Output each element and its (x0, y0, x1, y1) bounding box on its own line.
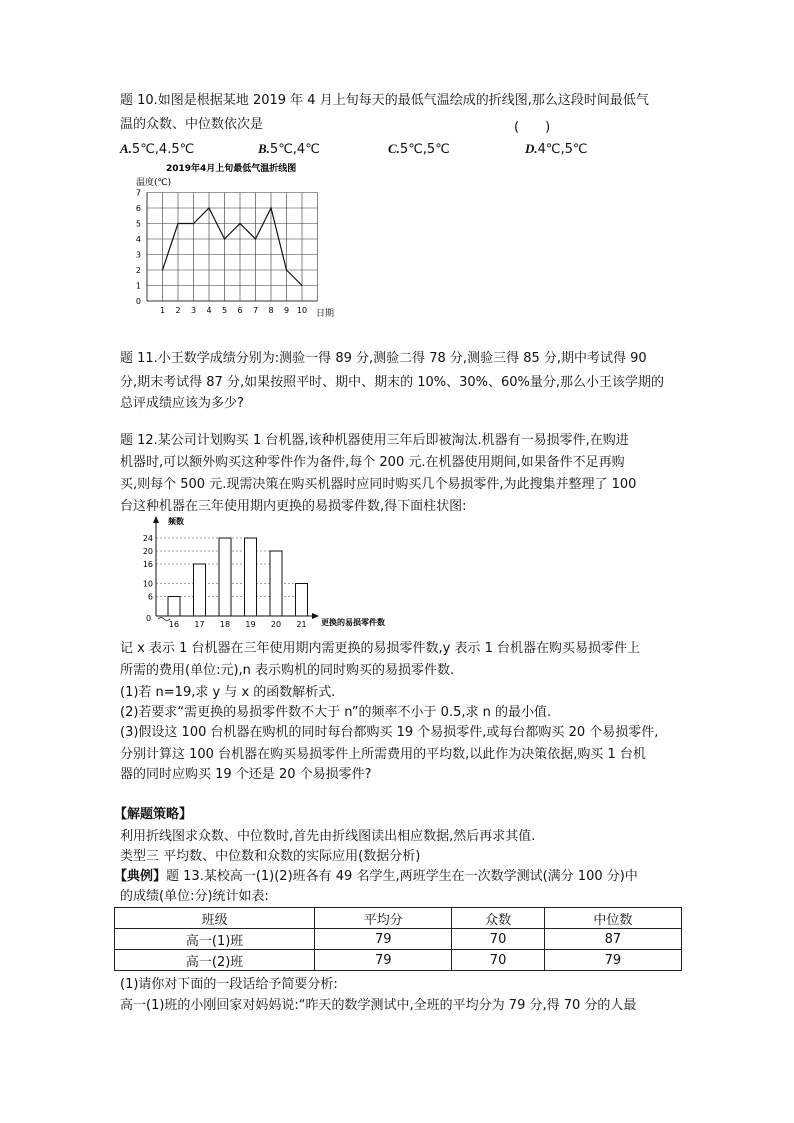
q13-line2: 的成绩(单位:分)统计如表: (120, 889, 269, 904)
x-tick-label: 4 (206, 306, 212, 315)
table-row (115, 950, 682, 971)
option-a: A.5℃,4.5℃ (120, 141, 195, 157)
q10-stem-line2: 温的众数、中位数依次是 (120, 117, 264, 132)
table-header: 中位数 (544, 908, 681, 929)
y-tick-label: 6 (135, 204, 141, 213)
q11-line3: 总评成绩应该为多少? (120, 396, 244, 411)
y-tick-label: 0 (135, 297, 141, 306)
x-tick-label: 6 (237, 306, 243, 315)
x-tick-label: 16 (168, 620, 180, 629)
q13-sub1: (1)请你对下面的一段话给予简要分析: (120, 977, 338, 992)
y-tick-label: 1 (135, 281, 141, 291)
q12-line1: 题 12.某公司计划购买 1 台机器,该种机器使用三年后即被淘汰.机器有一易损零件,在购进 (120, 433, 629, 448)
table-cell: 87 (544, 929, 681, 950)
option-b: B.5℃,4℃ (258, 141, 320, 157)
x-tick-label: 1 (159, 306, 166, 315)
x-tick-label: 8 (268, 306, 274, 315)
table-header-row (115, 908, 682, 929)
answer-paren: ( ) (514, 120, 551, 135)
q12-line4: 台这种机器在三年使用期内更换的易损零件数,得下面柱状图: (120, 499, 467, 514)
table-cell: 79 (315, 929, 452, 950)
q12-after1: 记 x 表示 1 台机器在三年使用期内需更换的易损零件数,y 表示 1 台机器在购买易损零件上 (120, 641, 640, 656)
bar (270, 551, 282, 616)
bar (296, 584, 308, 617)
bar-chart-x-arrow (312, 613, 319, 619)
x-tick-label: 2 (175, 306, 181, 315)
q12-sub3-line3: 器的同时应购买 19 个还是 20 个易损零件? (120, 767, 372, 782)
parts-frequency-bar-chart (136, 512, 416, 630)
q12-sub2: (2)若要求“需更换的易损零件数不大于 n”的频率不小于 0.5,求 n 的最小值. (120, 705, 552, 720)
line-chart-title: 2019年4月上旬最低气温折线图 (166, 164, 297, 174)
q12-line3: 买,则每个 500 元.现需决策在购买机器时应同时购买几个易损零件,为此搜集并整理了 100 (120, 477, 637, 492)
table-cell: 高一(1)班 (115, 929, 315, 950)
x-tick-label: 18 (219, 620, 231, 629)
y-tick-label: 16 (142, 560, 153, 569)
y-tick-label: 5 (135, 219, 141, 229)
x-tick-label: 9 (283, 306, 290, 315)
bar (194, 564, 206, 616)
strategy-line1: 利用折线图求众数、中位数时,首先由折线图读出相应数据,然后再求其值. (120, 829, 536, 844)
y-tick-label: 4 (135, 235, 141, 244)
bar (219, 538, 231, 616)
bar-chart-origin: 0 (146, 614, 152, 623)
q12-after2: 所需的费用(单位:元),n 表示购机的同时购买的易损零件数. (120, 663, 455, 678)
example-prefix: 【典例】 (114, 869, 167, 884)
q13-quote: 高一(1)班的小刚回家对妈妈说:“昨天的数学测试中,全班的平均分为 79 分,得 70 分的人最 (120, 998, 637, 1013)
x-tick-label: 5 (221, 306, 228, 315)
strategy-heading: 【解题策略】 (114, 807, 193, 822)
y-tick-label: 7 (135, 188, 141, 198)
bar (168, 597, 180, 617)
x-tick-label: 10 (296, 306, 308, 315)
q10-stem-line1: 题 10.如图是根据某地 2019 年 4 月上旬每天的最低气温绘成的折线图,那么这段时间最低气 (120, 93, 649, 108)
y-tick-label: 2 (135, 266, 141, 275)
x-tick-label: 19 (245, 620, 256, 629)
bar-chart-y-arrow (153, 516, 159, 523)
bar-chart-xlabel: 更换的易损零件数 (321, 618, 385, 627)
x-tick-label: 21 (296, 620, 307, 629)
bar-chart-ylabel: 频数 (168, 517, 184, 526)
option-c: C.5℃,5℃ (388, 141, 450, 157)
y-tick-label: 3 (135, 250, 141, 260)
type3-heading: 类型三 平均数、中位数和众数的实际应用(数据分析) (120, 849, 421, 864)
table-cell: 70 (452, 950, 545, 971)
y-tick-label: 6 (147, 592, 153, 602)
x-tick-label: 3 (190, 306, 197, 315)
y-tick-label: 24 (142, 534, 153, 543)
y-tick-label: 10 (142, 579, 153, 589)
table-header: 平均分 (315, 908, 452, 929)
line-chart-ylabel: 温度(℃) (136, 178, 172, 188)
table-cell: 79 (544, 950, 681, 971)
q12-sub1: (1)若 n=19,求 y 与 x 的函数解析式. (120, 685, 336, 700)
option-d: D.4℃,5℃ (525, 141, 588, 157)
q12-sub3-line1: (3)假设这 100 台机器在购机的同时每台都购买 19 个易损零件,或每台都购买 20 个易损零件, (120, 725, 659, 740)
table-row (115, 929, 682, 950)
q12-line2: 机器时,可以额外购买这种零件作为备件,每个 200 元.在机器使用期间,如果备件不足再购 (120, 455, 625, 470)
score-stats-table (114, 907, 682, 971)
bar (245, 538, 257, 616)
temperature-line-chart (120, 158, 335, 323)
y-tick-label: 20 (142, 547, 153, 556)
q12-sub3-line2: 分别计算这 100 台机器在购买易损零件上所需费用的平均数,以此作为决策依据,购买 1 台机 (120, 747, 646, 762)
table-cell: 高一(2)班 (115, 950, 315, 971)
q11-line1: 题 11.小王数学成绩分别为:测验一得 89 分,测验二得 78 分,测验三得 85 分,期中考试得 90 (120, 351, 647, 366)
x-tick-label: 20 (270, 620, 282, 629)
table-header: 班级 (115, 908, 315, 929)
q13-line1: 【典例】题 13.某校高一(1)(2)班各有 49 名学生,两班学生在一次数学测试(满分 100 分)中 (114, 869, 638, 884)
temperature-series-line (163, 208, 303, 286)
x-tick-label: 7 (252, 306, 259, 315)
table-cell: 70 (452, 929, 545, 950)
line-chart-xlabel: 日期 (316, 309, 335, 319)
q11-line2: 分,期末考试得 87 分,如果按照平时、期中、期末的 10%、30%、60%量分,那么小王该学期的 (120, 375, 665, 390)
table-header: 众数 (452, 908, 545, 929)
axis-break-mark (158, 618, 170, 621)
table-cell: 79 (315, 950, 452, 971)
x-tick-label: 17 (194, 620, 205, 629)
